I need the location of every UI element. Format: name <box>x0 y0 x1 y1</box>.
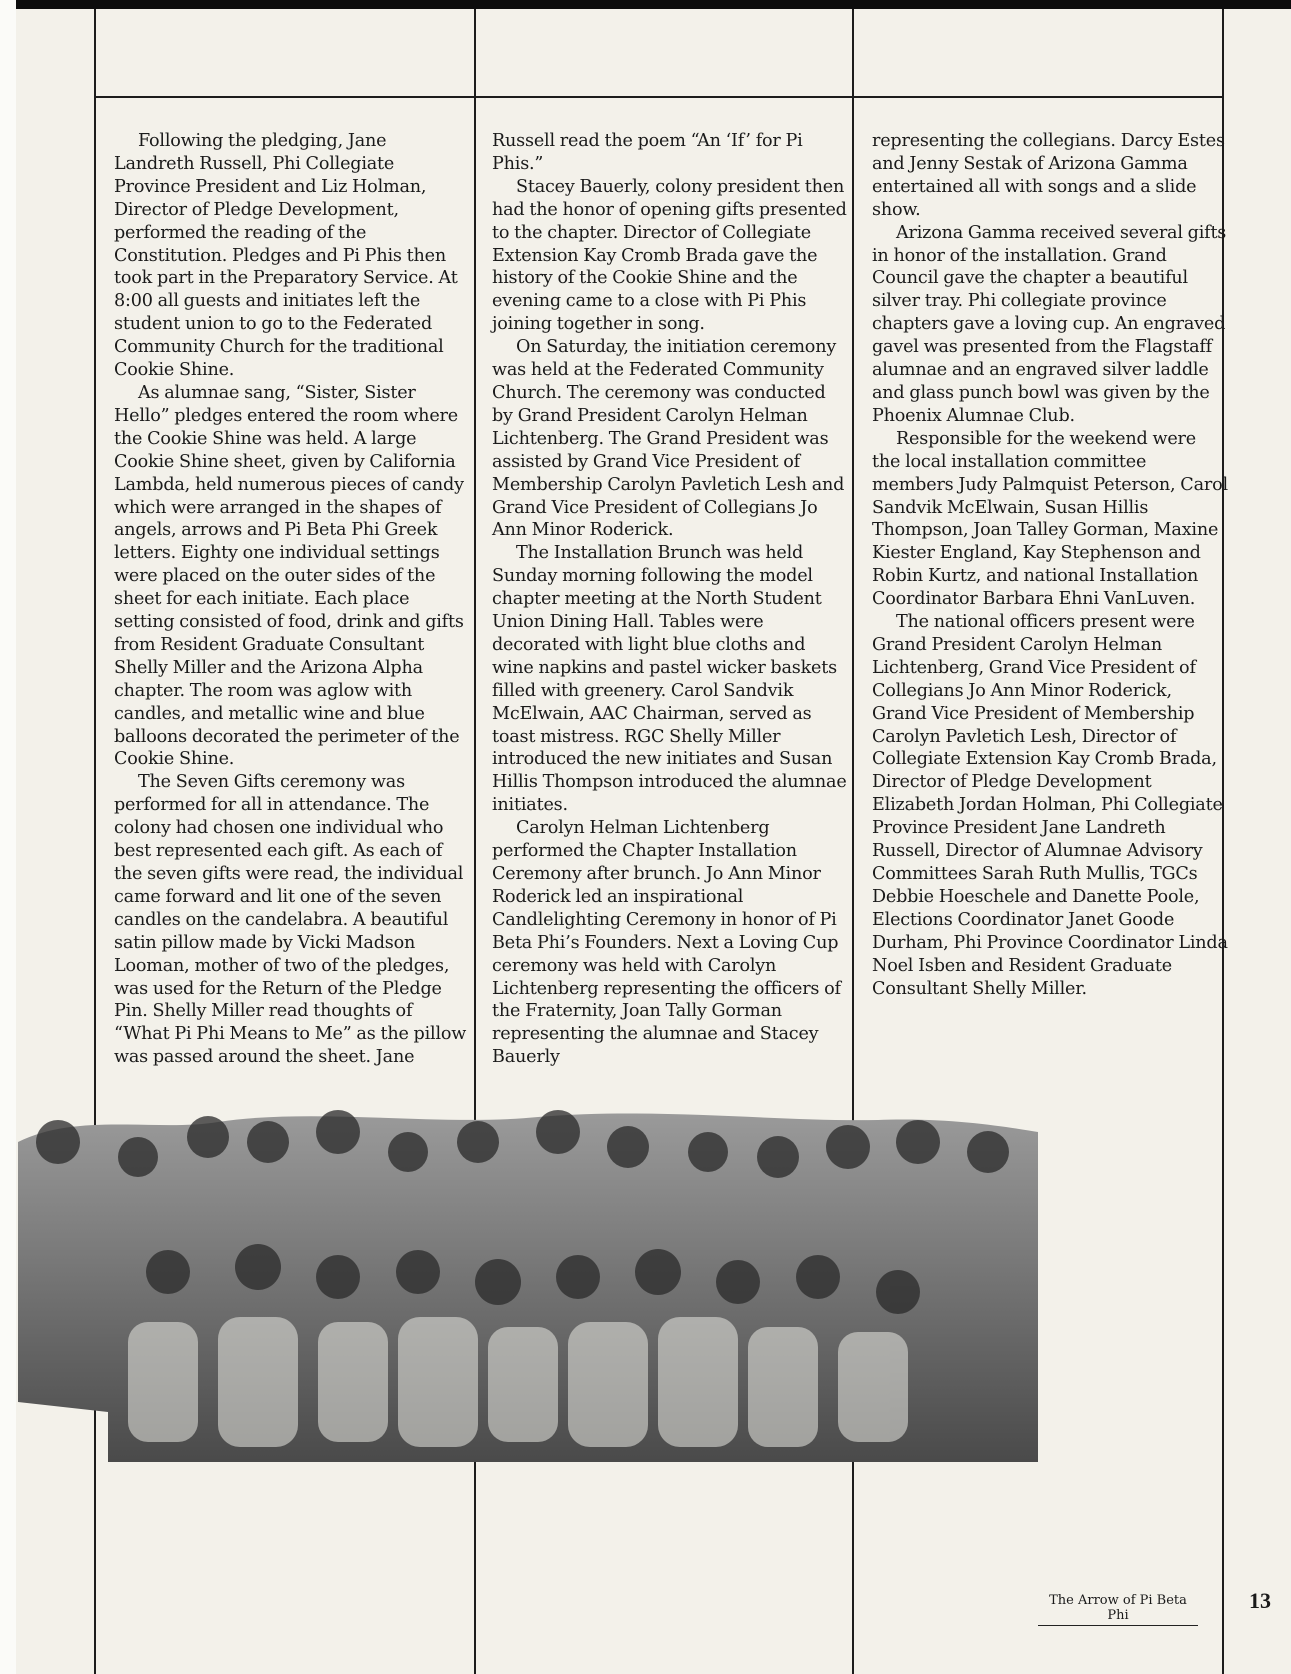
article-column-2 <box>492 130 848 1069</box>
page-number: 13 <box>1249 1588 1271 1613</box>
paragraph: Following the pledging, Jane Landreth Russell, Phi Collegiate Province President and Liz Holman, Director of Pledge Development, performed the reading of the Constitution. Pledges and Pi Phis then took part in the Preparatory Service. At 8:00 all guests and initiates left the student union to go to the Federated Community Church for the traditional Cookie Shine. <box>114 131 458 381</box>
paragraph: The national officers present were Grand President Carolyn Helman Lichtenberg, Grand Vice President of Collegians Jo Ann Minor Roderick, Grand Vice President of Membership Carolyn Pavletich Lesh, Director of Collegiate Extension Kay Cromb Brada, Director of Pledge Development Elizabeth Jordan Holman, Phi Collegiate Province President Jane Landreth Russell, Director of Alumnae Advisory Committees Sarah Ruth Mullis, TGCs Debbie Hoeschele and Danette Poole, Elections Coordinator Janet Goode Durham, Phi Province Coordinator Linda Noel Isben and Resident Graduate Consultant Shelly Miller. <box>872 612 1228 999</box>
top-border <box>0 0 1291 9</box>
article-column-1 <box>114 130 470 1069</box>
binding-edge <box>0 0 16 1674</box>
paragraph: The Seven Gifts ceremony was performed for all in attendance. The colony had chosen one individual who best represented each gift. As each of the seven gifts were read, the individual came forward and lit one of the seven candles on the candelabra. A beautiful satin pillow made by Vicki Madson Looman, mother of two of the pledges, was used for the Return of the Pledge Pin. Shelly Miller read thoughts of “What Pi Phi Means to Me” as the pillow was passed around the sheet. Jane <box>114 772 467 1068</box>
paragraph: Carolyn Helman Lichtenberg performed the Chapter Installation Ceremony after brunch. Jo Ann Minor Roderick led an inspirational Candlelighting Ceremony in honor of Pi Beta Phi’s Founders. Next a Loving Cup ceremony was held with Carolyn Lichtenberg representing the officers of the Fraternity, Joan Tally Gorman representing the alumnae and Stacey Bauerly <box>492 818 841 1068</box>
paragraph: Arizona Gamma received several gifts in honor of the installation. Grand Council gave the chapter a beautiful silver tray. Phi collegiate province chapters gave a loving cup. An engraved gavel was presented from the Flagstaff alumnae and an engraved silver laddle and glass punch bowl was given by the Phoenix Alumnae Club. <box>872 222 1227 426</box>
paragraph: On Saturday, the initiation ceremony was held at the Federated Community Church. The ceremony was conducted by Grand President Carolyn Helman Lichtenberg. The Grand President was assisted by Grand Vice President of Membership Carolyn Pavletich Lesh and Grand Vice President of Collegians Jo Ann Minor Roderick. <box>492 337 845 541</box>
paragraph: Stacey Bauerly, colony president then had the honor of opening gifts presented to the chapter. Director of Collegiate Extension Kay Cromb Brada gave the history of the Cookie Shine and the evening came to a close with Pi Phis joining together in song. <box>492 176 847 335</box>
paragraph: The Installation Brunch was held Sunday morning following the model chapter meeting at the North Student Union Dining Hall. Tables were decorated with light blue cloths and wine napkins and pastel wicker baskets filled with greenery. Carol Sandvik McElwain, AAC Chairman, served as toast mistress. RGC Shelly Miller introduced the new initiates and Susan Hillis Thompson introduced the alumnae initiates. <box>492 543 847 816</box>
paragraph: Russell read the poem “An ‘If’ for Pi Phis.” <box>492 131 803 174</box>
header-rule <box>96 96 1224 98</box>
paragraph: representing the collegians. Darcy Estes and Jenny Sestak of Arizona Gamma entertained all with songs and a slide show. <box>872 131 1225 220</box>
publication-title: The Arrow of Pi Beta Phi <box>1038 1593 1198 1626</box>
paragraph: Responsible for the weekend were the local installation committee members Judy Palmquist Peterson, Carol Sandvik McElwain, Susan Hillis Thompson, Joan Talley Gorman, Maxine Kiester England, Kay Stephenson and Robin Kurtz, and national Installation Coordinator Barbara Ehni VanLuven. <box>872 428 1228 610</box>
article-column-3 <box>872 130 1228 1000</box>
group-photo <box>18 1102 1038 1462</box>
paragraph: As alumnae sang, “Sister, Sister Hello” pledges entered the room where the Cookie Shine was held. A large Cookie Shine sheet, given by California Lambda, held numerous pieces of candy which were arranged in the shapes of angels, arrows and Pi Beta Phi Greek letters. Eighty one individual settings were placed on the outer sides of the sheet for each initiate. Each place setting consisted of food, drink and gifts from Resident Graduate Consultant Shelly Miller and the Arizona Alpha chapter. The room was aglow with candles, and metallic wine and blue balloons decorated the perimeter of the Cookie Shine. <box>114 382 464 770</box>
